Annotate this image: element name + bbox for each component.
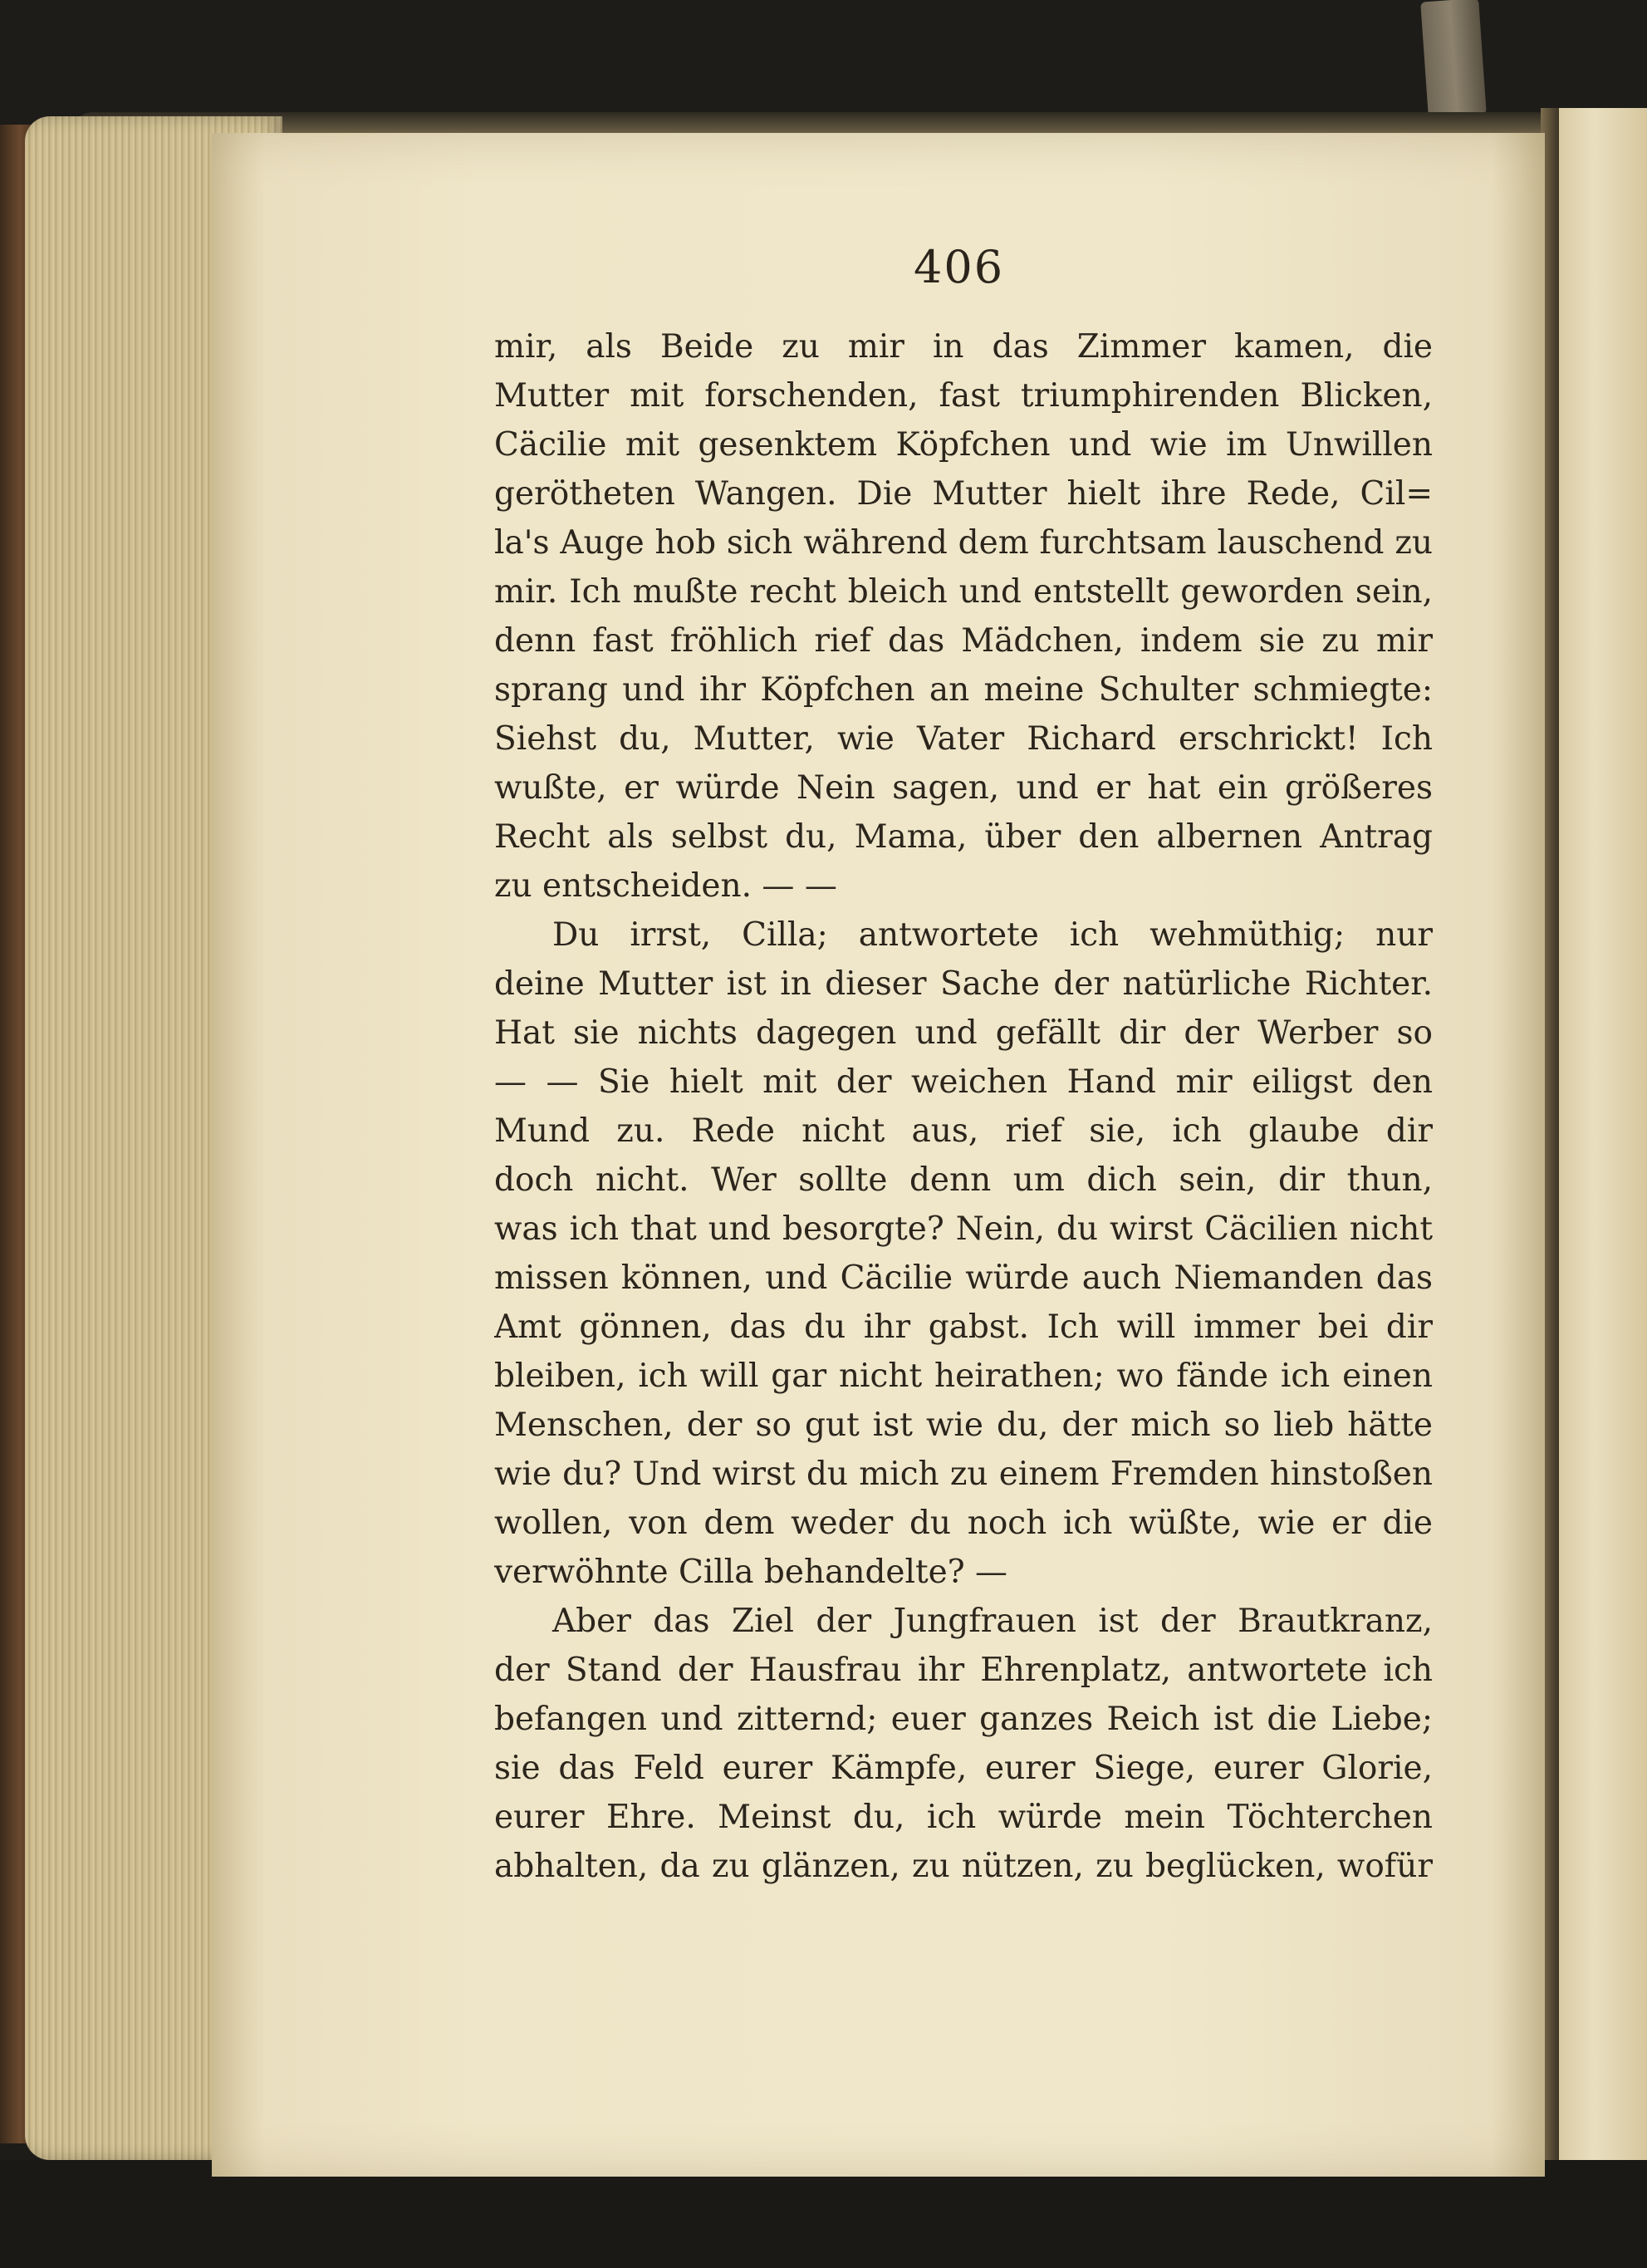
text-line: wußte, er würde Nein sagen, und er hat ein größeres (494, 769, 1433, 807)
text-line: verwöhnte Cilla behandelte? — (494, 1554, 1008, 1591)
text-line: Mund zu. Rede nicht aus, rief sie, ich glaube dir (494, 1112, 1433, 1150)
text-line: la's Auge hob sich während dem furchtsam lauschend zu (494, 524, 1433, 562)
text-line: bleiben, ich will gar nicht heirathen; wo fände ich einen (494, 1357, 1433, 1395)
text-line: sprang und ihr Köpfchen an meine Schulter schmiegte: (494, 671, 1433, 709)
text-line: der Stand der Hausfrau ihr Ehrenplatz, antwortete ich (494, 1652, 1433, 1689)
text-line: — — Sie hielt mit der weichen Hand mir eiligst den (494, 1063, 1433, 1101)
text-line: mir. Ich mußte recht bleich und entstellt geworden sein, (494, 573, 1433, 611)
text-line: Hat sie nichts dagegen und gefällt dir der Werber so (494, 1014, 1433, 1052)
text-line: Du irrst, Cilla; antwortete ich wehmüthig; nur (552, 916, 1433, 954)
text-line: zu entscheiden. — — (494, 867, 837, 905)
text-line: Cäcilie mit gesenktem Köpfchen und wie im Unwillen (494, 426, 1433, 464)
text-line: wie du? Und wirst du mich zu einem Fremden hinstoßen (494, 1456, 1433, 1493)
text-line: wollen, von dem weder du noch ich wüßte, wie er die (494, 1505, 1433, 1542)
text-line: Siehst du, Mutter, wie Vater Richard erschrickt! Ich (494, 720, 1433, 758)
text-line: denn fast fröhlich rief das Mädchen, indem sie zu mir (494, 622, 1433, 660)
text-line: Menschen, der so gut ist wie du, der mich so lieb hätte (494, 1406, 1433, 1444)
text-line: was ich that und besorgte? Nein, du wirst Cäcilien nicht (494, 1210, 1433, 1248)
text-line: Aber das Ziel der Jungfrauen ist der Brautkranz, (552, 1603, 1433, 1640)
bookmark-ribbon (1420, 0, 1487, 118)
text-line: Amt gönnen, das du ihr gabst. Ich will immer bei dir (494, 1308, 1433, 1346)
text-line: mir, als Beide zu mir in das Zimmer kamen, die (494, 328, 1433, 366)
facing-page-sliver (1559, 108, 1647, 2177)
text-line: Mutter mit forschenden, fast triumphirenden Blicken, (494, 377, 1433, 415)
text-line: eurer Ehre. Meinst du, ich würde mein Töchterchen (494, 1799, 1433, 1836)
text-line: Recht als selbst du, Mama, über den albernen Antrag (494, 818, 1433, 856)
text-line: gerötheten Wangen. Die Mutter hielt ihre Rede, Cil= (494, 475, 1433, 513)
text-line: abhalten, da zu glänzen, zu nützen, zu beglücken, wofür (494, 1848, 1433, 1885)
page-text (494, 322, 1433, 1891)
text-line: missen können, und Cäcilie würde auch Niemanden das (494, 1259, 1433, 1297)
page-number: 406 (914, 241, 1005, 293)
text-line: befangen und zitternd; euer ganzes Reich ist die Liebe; (494, 1701, 1433, 1738)
text-line: doch nicht. Wer sollte denn um dich sein, dir thun, (494, 1161, 1433, 1199)
text-line: sie das Feld eurer Kämpfe, eurer Siege, eurer Glorie, (494, 1750, 1433, 1787)
text-line: deine Mutter ist in dieser Sache der natürliche Richter. (494, 965, 1433, 1003)
